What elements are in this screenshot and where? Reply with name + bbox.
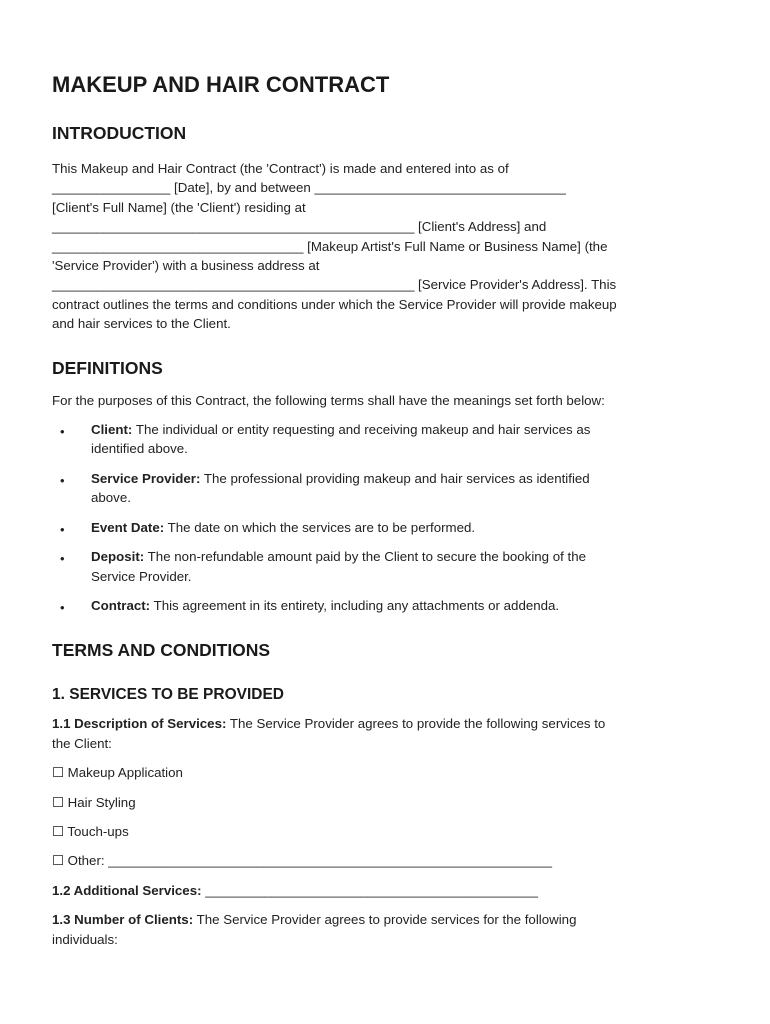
intro-line: This Makeup and Hair Contract (the 'Contract') is made and entered into as of bbox=[52, 161, 509, 176]
additional-services-field[interactable]: _____________________________________________ bbox=[205, 882, 539, 898]
definition-text: This agreement in its entirety, including any attachments or addenda. bbox=[153, 597, 560, 613]
definition-text: Service Provider. bbox=[91, 568, 192, 584]
definition-text: The individual or entity requesting and receiving makeup and hair services as bbox=[135, 422, 591, 438]
definition-item bbox=[52, 469, 724, 508]
intro-line: __________________________________ [Makeup Artist's Full Name or Business Name] (the bbox=[52, 238, 608, 254]
bullet-icon: • bbox=[60, 521, 65, 537]
number-of-clients-label: 1.3 Number of Clients: bbox=[52, 912, 194, 928]
services-description bbox=[52, 714, 724, 753]
bullet-icon: • bbox=[60, 551, 65, 567]
number-of-clients bbox=[52, 910, 724, 949]
number-of-clients-text: The Service Provider agrees to provide services for the following bbox=[196, 912, 577, 928]
bullet-icon: • bbox=[60, 472, 65, 488]
intro-line: _________________________________________________ [Service Provider's Address]. This bbox=[52, 277, 617, 293]
intro-line: 'Service Provider') with a business address at bbox=[52, 258, 320, 274]
introduction-paragraph bbox=[52, 159, 724, 334]
introduction-heading: INTRODUCTION bbox=[52, 123, 187, 143]
definition-term: Client: bbox=[91, 422, 133, 438]
services-description-line bbox=[52, 714, 724, 733]
definition-item bbox=[52, 518, 724, 537]
intro-line: ________________ [Date], by and between __________________________________ bbox=[52, 180, 566, 196]
definition-term: Service Provider: bbox=[91, 470, 201, 486]
intro-line: [Client's Full Name] (the 'Client') residing at bbox=[52, 199, 306, 215]
option-hair-styling[interactable]: ☐ Hair Styling bbox=[52, 794, 136, 810]
definition-text: identified above. bbox=[91, 441, 188, 457]
definition-text: above. bbox=[91, 490, 131, 506]
definitions-heading: DEFINITIONS bbox=[52, 357, 163, 378]
definition-item bbox=[52, 547, 724, 586]
terms-heading: TERMS AND CONDITIONS bbox=[52, 640, 271, 661]
bullet-icon: • bbox=[60, 424, 65, 440]
definition-term: Contract: bbox=[91, 597, 151, 613]
option-other[interactable]: ☐ Other: ____________________________________________________________ bbox=[52, 853, 552, 869]
services-description-text: The Service Provider agrees to provide the following services to bbox=[229, 716, 606, 732]
services-description-label: 1.1 Description of Services: bbox=[52, 716, 227, 732]
intro-line: _________________________________________________ [Client's Address] and bbox=[52, 219, 547, 235]
services-description-text-2: the Client: bbox=[52, 735, 112, 751]
definition-item bbox=[52, 596, 724, 615]
bullet-icon: • bbox=[60, 599, 65, 615]
definition-text: The professional providing makeup and hair services as identified bbox=[203, 470, 590, 486]
option-makeup-application[interactable]: ☐ Makeup Application bbox=[52, 765, 183, 781]
number-of-clients-line bbox=[52, 910, 724, 929]
definition-term: Event Date: bbox=[91, 519, 165, 535]
number-of-clients-text-2: individuals: bbox=[52, 931, 118, 947]
additional-services-label: 1.2 Additional Services: bbox=[52, 882, 202, 898]
document-title: MAKEUP AND HAIR CONTRACT bbox=[52, 72, 390, 97]
definitions-list bbox=[52, 420, 724, 615]
definition-text: The date on which the services are to be performed. bbox=[167, 519, 476, 535]
definitions-intro: For the purposes of this Contract, the following terms shall have the meanings set forth below: bbox=[52, 392, 605, 408]
additional-services-line bbox=[52, 881, 724, 900]
definition-item bbox=[52, 420, 724, 459]
intro-line: contract outlines the terms and conditions under which the Service Provider will provide makeup bbox=[52, 296, 617, 312]
definition-term: Deposit: bbox=[91, 549, 145, 565]
option-touch-ups[interactable]: ☐ Touch-ups bbox=[52, 823, 129, 839]
document-page bbox=[52, 68, 724, 949]
section-1-heading: 1. SERVICES TO BE PROVIDED bbox=[52, 686, 284, 704]
intro-line: and hair services to the Client. bbox=[52, 316, 231, 332]
definition-text: The non-refundable amount paid by the Client to secure the booking of the bbox=[147, 549, 587, 565]
